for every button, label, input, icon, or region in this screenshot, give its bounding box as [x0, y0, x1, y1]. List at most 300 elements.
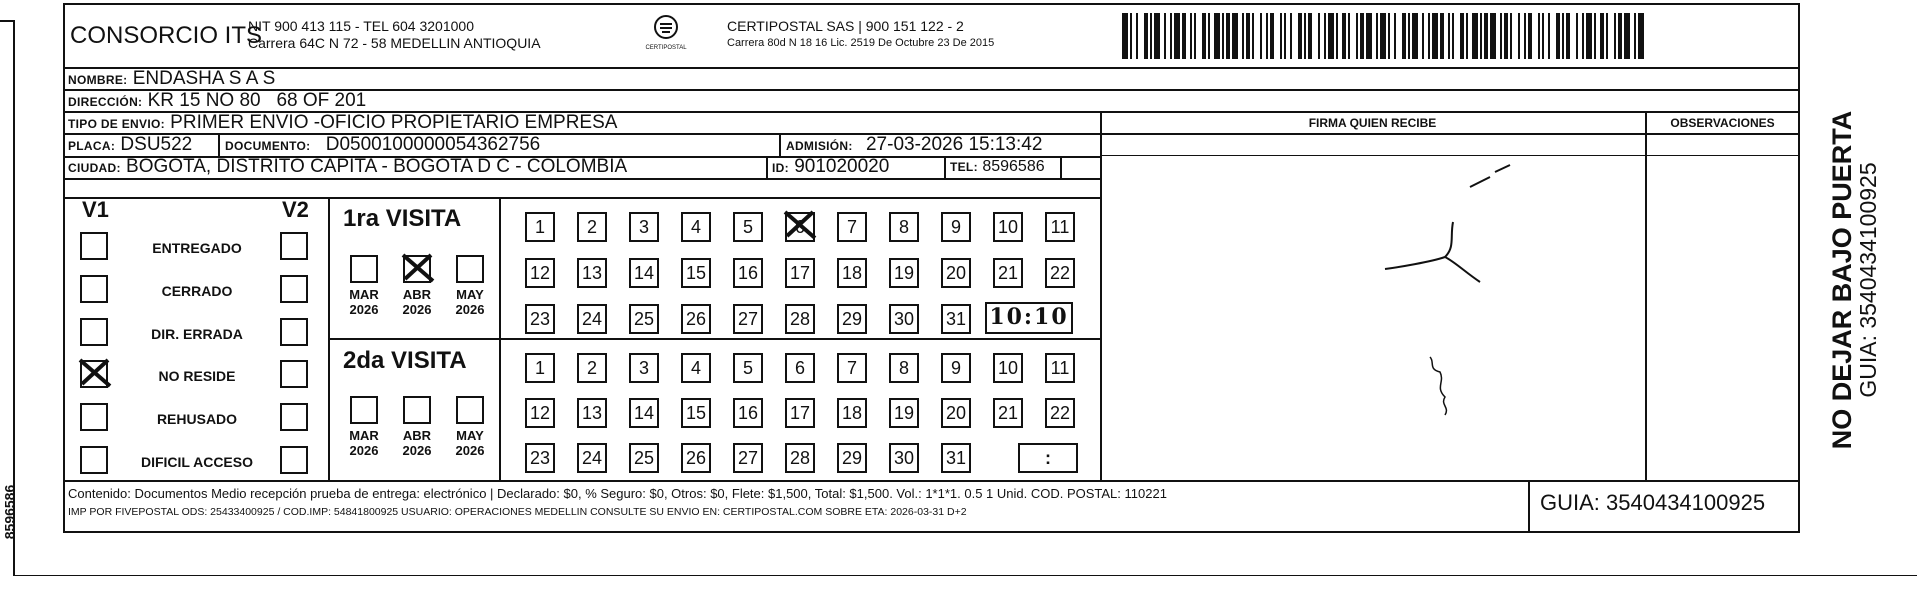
- month-label: [342, 428, 386, 458]
- month-label: [448, 428, 492, 458]
- day-number: 16: [737, 263, 759, 283]
- day-box[interactable]: [525, 304, 555, 334]
- day-box[interactable]: [681, 443, 711, 473]
- barcode-bar: [1566, 13, 1570, 59]
- day-number: 7: [846, 358, 857, 378]
- day-number: 8: [898, 217, 909, 237]
- day-number: 2: [586, 358, 597, 378]
- day-number: 17: [789, 263, 811, 283]
- day-number: 18: [841, 403, 863, 423]
- barcode-bar: [1266, 13, 1268, 59]
- barcode-bar: [1480, 13, 1482, 59]
- day-number: 15: [685, 403, 707, 423]
- barcode-bar: [1440, 13, 1444, 59]
- barcode-bar: [1466, 13, 1468, 59]
- day-box[interactable]: [889, 304, 919, 334]
- footer-contenido: Contenido: Documentos Medio recepción prueba de entrega: electrónico | Declarado: $0, % Seguro: $0, Otros: $0, Flete: $1,500, Total: $1,500. Vol.: 1*1*1. 0.5 1 Unid. COD. POSTAL: 110221: [68, 486, 1167, 501]
- day-box[interactable]: [629, 212, 659, 242]
- month-name: MAR: [349, 428, 379, 443]
- day-box[interactable]: [681, 398, 711, 428]
- status-label: ENTREGADO: [152, 240, 242, 256]
- first-visit-title: 1ra VISITA: [343, 205, 462, 232]
- month-year: 2026: [455, 443, 485, 458]
- day-box[interactable]: [785, 212, 815, 242]
- barcode-bar: [1606, 13, 1608, 59]
- month-label: [342, 287, 386, 317]
- day-number: 1: [534, 358, 545, 378]
- nombre-value: ENDASHA S A S: [132, 68, 276, 89]
- day-box[interactable]: [837, 398, 867, 428]
- day-number: 31: [945, 309, 967, 329]
- barcode-bar: [1576, 13, 1578, 59]
- day-number: 28: [789, 448, 811, 468]
- day-number: 16: [737, 403, 759, 423]
- day-box[interactable]: [889, 258, 919, 288]
- barcode-bar: [1304, 13, 1306, 59]
- day-box[interactable]: [733, 304, 763, 334]
- day-number: 17: [789, 403, 811, 423]
- day-number: 14: [633, 263, 655, 283]
- barcode-bar: [1402, 13, 1406, 59]
- day-box[interactable]: [1045, 212, 1075, 242]
- v1-checkbox[interactable]: [80, 360, 108, 388]
- rule-7: [63, 197, 1100, 199]
- barcode-bar: [1528, 13, 1532, 59]
- status-label: NO RESIDE: [158, 368, 236, 384]
- day-number: 14: [633, 403, 655, 423]
- documento-value: D0500100000054362756: [325, 134, 541, 155]
- day-box[interactable]: [889, 443, 919, 473]
- status-label: DIR. ERRADA: [151, 326, 243, 342]
- ciudad-row: [68, 156, 627, 179]
- month-year: 2026: [402, 302, 432, 317]
- tel-row: [950, 156, 1045, 178]
- day-box[interactable]: [993, 398, 1023, 428]
- day-number: 4: [690, 358, 701, 378]
- barcode-bar: [1422, 13, 1424, 59]
- nombre-label: NOMBRE:: [68, 73, 128, 87]
- barcode-bar: [1484, 13, 1488, 59]
- barcode-bar: [1412, 13, 1418, 59]
- day-number: 30: [893, 309, 915, 329]
- barcode-bar: [1600, 13, 1604, 59]
- day-number: 5: [742, 358, 753, 378]
- day-number: 20: [945, 403, 967, 423]
- day-number: 28: [789, 309, 811, 329]
- day-box[interactable]: [941, 258, 971, 288]
- documento-label: DOCUMENTO:: [225, 139, 311, 153]
- day-number: 25: [633, 309, 655, 329]
- day-box[interactable]: [785, 443, 815, 473]
- v2-checkbox[interactable]: [280, 318, 308, 346]
- day-box[interactable]: [889, 212, 919, 242]
- month-year: 2026: [349, 443, 379, 458]
- nombre-row: [68, 68, 275, 91]
- day-number: 15: [685, 263, 707, 283]
- day-number: 23: [529, 309, 551, 329]
- company-name: CONSORCIO ITS: [70, 22, 263, 49]
- left-number-holder: [0, 480, 30, 550]
- v1-checkbox[interactable]: [80, 318, 108, 346]
- ciudad-value: BOGOTA, DISTRITO CAPITA - BOGOTA D C - COLOMBIA: [126, 156, 628, 177]
- day-number: 2: [586, 217, 597, 237]
- day-box[interactable]: [993, 258, 1023, 288]
- v2-checkbox[interactable]: [280, 403, 308, 431]
- bottom-rule: [13, 575, 1917, 576]
- day-box[interactable]: [525, 398, 555, 428]
- first-time-box[interactable]: [985, 302, 1073, 334]
- barcode-bar: [1638, 13, 1644, 59]
- day-box[interactable]: [837, 353, 867, 383]
- day-number: 21: [997, 263, 1019, 283]
- admision-label: ADMISIÓN:: [786, 139, 853, 153]
- day-box[interactable]: [525, 353, 555, 383]
- id-value: 901020020: [794, 156, 890, 177]
- day-number: 23: [529, 448, 551, 468]
- barcode-bar: [1242, 13, 1244, 59]
- day-box[interactable]: [1045, 258, 1075, 288]
- barcode-bar: [1460, 13, 1464, 59]
- month-checkbox[interactable]: [350, 255, 378, 283]
- signature-scribble: [1100, 157, 1645, 477]
- barcode-bar: [1318, 13, 1320, 59]
- barcode-bar: [1472, 13, 1478, 59]
- day-number: 26: [685, 448, 707, 468]
- barcode-bar: [1130, 13, 1132, 59]
- barcode-bar: [1232, 13, 1238, 59]
- day-box[interactable]: [629, 443, 659, 473]
- day-number: 3: [638, 358, 649, 378]
- barcode-bar: [1538, 13, 1540, 59]
- barcode-bar: [1504, 13, 1508, 59]
- barcode-bar: [1208, 13, 1210, 59]
- month-checkbox[interactable]: [456, 396, 484, 424]
- day-number: 11: [1050, 217, 1070, 237]
- day-number: 10: [997, 358, 1019, 378]
- day-number: 10: [997, 217, 1019, 237]
- day-box[interactable]: [525, 212, 555, 242]
- id-label: ID:: [772, 161, 789, 175]
- day-box[interactable]: [629, 398, 659, 428]
- month-label: [448, 287, 492, 317]
- v2-checkbox[interactable]: [280, 360, 308, 388]
- barcode-bar: [1518, 13, 1520, 59]
- month-name: MAY: [456, 287, 484, 302]
- day-number: 13: [581, 403, 603, 423]
- day-box[interactable]: [577, 443, 607, 473]
- second-time-value: :: [1045, 448, 1051, 468]
- day-box[interactable]: [1045, 353, 1075, 383]
- month-name: MAY: [456, 428, 484, 443]
- documento-row: [225, 134, 540, 157]
- day-box[interactable]: [941, 443, 971, 473]
- month-name: MAR: [349, 287, 379, 302]
- day-number: 9: [950, 358, 961, 378]
- barcode-bar: [1144, 13, 1148, 59]
- barcode-bar: [1380, 13, 1386, 59]
- certipostal-info: [727, 18, 994, 52]
- day-box[interactable]: [577, 304, 607, 334]
- tipo-value: PRIMER ENVIO -OFICIO PROPIETARIO EMPRESA: [170, 112, 618, 133]
- barcode-bar: [1448, 13, 1450, 59]
- footer-imp: IMP POR FIVEPOSTAL ODS: 25433400925 / COD.IMP: 54841800925 USUARIO: OPERACIONES MEDELLIN CONSULTE SU ENVIO EN: CERTIPOSTAL.COM SOBRE ETA: 2026-03-31 D+2: [68, 506, 967, 518]
- placa-row: [68, 134, 192, 157]
- second-time-box[interactable]: [1018, 443, 1078, 473]
- rule-footer: [63, 480, 1800, 482]
- barcode-bar: [1150, 13, 1152, 59]
- day-box[interactable]: [941, 304, 971, 334]
- day-box[interactable]: [681, 212, 711, 242]
- certipostal-name: CERTIPOSTAL SAS | 900 151 122 - 2: [727, 18, 964, 34]
- month-year: 2026: [402, 443, 432, 458]
- barcode-bar: [1548, 13, 1550, 59]
- v1-checkbox[interactable]: [80, 232, 108, 260]
- barcode-bar: [1284, 13, 1286, 59]
- firma-label: FIRMA QUIEN RECIBE: [1308, 116, 1437, 130]
- day-number: 12: [529, 263, 551, 283]
- day-box[interactable]: [525, 443, 555, 473]
- barcode-bar: [1376, 13, 1378, 59]
- barcode-bar: [1122, 13, 1128, 59]
- tel-value: 8596586: [982, 158, 1045, 175]
- day-number: 27: [737, 309, 759, 329]
- barcode-bar: [1214, 13, 1220, 59]
- vline-days: [499, 197, 501, 481]
- barcode-bar: [1136, 13, 1138, 59]
- rule-1: [63, 67, 1800, 69]
- barcode-bar: [1452, 13, 1454, 59]
- day-number: 31: [945, 448, 967, 468]
- certipostal-logo-icon: [653, 14, 679, 40]
- vline-visits: [328, 197, 330, 481]
- barcode-bar: [1342, 13, 1346, 59]
- barcode-bar: [1408, 13, 1410, 59]
- barcode-bar: [1170, 13, 1172, 59]
- day-number: 18: [841, 263, 863, 283]
- month-name: ABR: [402, 287, 432, 302]
- rule-sign-header: [1100, 155, 1800, 156]
- certipostal-logo-text: CERTIPOSTAL: [645, 45, 687, 51]
- status-label: REHUSADO: [156, 411, 238, 427]
- day-number: 7: [846, 217, 857, 237]
- direccion-value: KR 15 NO 80 68 OF 201: [147, 90, 367, 111]
- status-label: CERRADO: [161, 283, 233, 299]
- barcode-bar: [1618, 13, 1622, 59]
- day-number: 9: [950, 217, 961, 237]
- day-box[interactable]: [577, 258, 607, 288]
- month-year: 2026: [349, 302, 379, 317]
- tipo-label: TIPO DE ENVIO:: [68, 117, 165, 131]
- barcode-bar: [1174, 13, 1180, 59]
- placa-value: DSU522: [120, 134, 193, 155]
- vline-admision: [779, 133, 781, 156]
- barcode-bar: [1500, 13, 1502, 59]
- barcode-bar: [1542, 13, 1544, 59]
- day-box[interactable]: [629, 258, 659, 288]
- vline-footer-guia: [1528, 480, 1530, 533]
- barcode-bar: [1154, 13, 1160, 59]
- company-address: Carrera 64C N 72 - 58 MEDELLIN ANTIOQUIA: [248, 35, 541, 51]
- month-year: 2026: [455, 302, 485, 317]
- side-guia: GUIA: 3540434100925: [1855, 162, 1881, 398]
- day-box[interactable]: [993, 212, 1023, 242]
- barcode-bar: [1336, 13, 1338, 59]
- month-name: ABR: [402, 428, 432, 443]
- day-box[interactable]: [681, 258, 711, 288]
- day-box[interactable]: [837, 304, 867, 334]
- barcode-bar: [1562, 13, 1564, 59]
- barcode-bar: [1586, 13, 1592, 59]
- barcode-bar: [1348, 13, 1350, 59]
- day-box[interactable]: [785, 398, 815, 428]
- v1-checkbox[interactable]: [80, 275, 108, 303]
- tipo-row: [68, 112, 617, 135]
- barcode-bar: [1270, 13, 1274, 59]
- rule-visit-split: [328, 338, 1100, 340]
- day-number: 4: [690, 217, 701, 237]
- v2-checkbox[interactable]: [280, 446, 308, 474]
- direccion-row: [68, 90, 366, 113]
- day-box[interactable]: [837, 258, 867, 288]
- v2-checkbox[interactable]: [280, 275, 308, 303]
- left-margin-tick: [0, 20, 14, 22]
- vline-tel: [944, 156, 946, 178]
- company-nit: NIT 900 413 115 - TEL 604 3201000: [248, 18, 474, 34]
- day-box[interactable]: [1045, 398, 1075, 428]
- day-box[interactable]: [577, 353, 607, 383]
- second-visit-title: 2da VISITA: [343, 347, 467, 374]
- day-box[interactable]: [785, 353, 815, 383]
- day-number: 21: [997, 403, 1019, 423]
- day-box[interactable]: [629, 304, 659, 334]
- barcode-bar: [1308, 13, 1312, 59]
- barcode-bar: [1164, 13, 1166, 59]
- barcode-bar: [1594, 13, 1596, 59]
- side-text-holder: [1805, 90, 1905, 470]
- day-number: 29: [841, 309, 863, 329]
- barcode-bar: [1432, 13, 1438, 59]
- barcode-bar: [1510, 13, 1512, 59]
- day-number: 30: [893, 448, 915, 468]
- day-box[interactable]: [837, 212, 867, 242]
- day-box[interactable]: [733, 258, 763, 288]
- company-info: [248, 18, 541, 52]
- observaciones-label: OBSERVACIONES: [1670, 116, 1775, 130]
- barcode-bar: [1222, 13, 1224, 59]
- day-number: 26: [685, 309, 707, 329]
- month-checkbox[interactable]: [456, 255, 484, 283]
- left-number: 8596586: [1, 484, 18, 540]
- day-box[interactable]: [681, 353, 711, 383]
- barcode-bar: [1194, 13, 1196, 59]
- vline-tel-end: [1060, 156, 1062, 178]
- certipostal-address: Carrera 80d N 18 16 Lic. 2519 De Octubre 23 De 2015: [727, 37, 995, 49]
- month-label: [395, 287, 439, 317]
- barcode-bar: [1556, 13, 1560, 59]
- barcode-bar: [1624, 13, 1630, 59]
- barcode-bar: [1182, 13, 1186, 59]
- day-number: 6: [794, 358, 805, 378]
- day-box[interactable]: [941, 398, 971, 428]
- placa-label: PLACA:: [68, 139, 116, 153]
- month-checkbox[interactable]: [350, 396, 378, 424]
- vline-obs: [1645, 111, 1647, 481]
- ciudad-label: CIUDAD:: [68, 161, 121, 175]
- status-label: DIFICIL ACCESO: [140, 454, 253, 470]
- no-dejar-warning: NO DEJAR BAJO PUERTA: [1827, 110, 1857, 450]
- barcode-bar: [1260, 13, 1262, 59]
- barcode-bar: [1490, 13, 1496, 59]
- day-box[interactable]: [733, 353, 763, 383]
- barcode-bar: [1202, 13, 1206, 59]
- day-box[interactable]: [889, 398, 919, 428]
- barcode-bar: [1328, 13, 1334, 59]
- day-box[interactable]: [785, 258, 815, 288]
- day-box[interactable]: [993, 353, 1023, 383]
- barcode-bar: [1226, 13, 1230, 59]
- v1-checkbox[interactable]: [80, 446, 108, 474]
- day-box[interactable]: [733, 398, 763, 428]
- admision-row: [786, 134, 1042, 157]
- day-number: 19: [893, 263, 915, 283]
- barcode-bar: [1290, 13, 1292, 59]
- barcode-bar: [1190, 13, 1192, 59]
- barcode-bar: [1614, 13, 1616, 59]
- day-box[interactable]: [577, 398, 607, 428]
- barcode-bar: [1394, 13, 1396, 59]
- day-number: 11: [1050, 358, 1070, 378]
- day-number: 22: [1049, 263, 1071, 283]
- day-box[interactable]: [941, 353, 971, 383]
- barcode-bar: [1360, 13, 1364, 59]
- day-box[interactable]: [785, 304, 815, 334]
- day-number: 24: [581, 448, 603, 468]
- day-number: 19: [893, 403, 915, 423]
- day-box[interactable]: [577, 212, 607, 242]
- v1-checkbox[interactable]: [80, 403, 108, 431]
- barcode-bar: [1252, 13, 1254, 59]
- barcode-bar: [1356, 13, 1358, 59]
- day-box[interactable]: [733, 212, 763, 242]
- day-box[interactable]: [629, 353, 659, 383]
- day-number: 29: [841, 448, 863, 468]
- barcode-bar: [1388, 13, 1390, 59]
- certipostal-logo: [643, 14, 689, 51]
- month-checkbox[interactable]: [403, 255, 431, 283]
- vline-placa: [218, 133, 220, 156]
- v2-checkbox[interactable]: [280, 232, 308, 260]
- day-number: 5: [742, 217, 753, 237]
- barcode-bar: [1280, 13, 1282, 59]
- month-checkbox[interactable]: [403, 396, 431, 424]
- day-number: 25: [633, 448, 655, 468]
- barcode-bar: [1246, 13, 1250, 59]
- day-box[interactable]: [941, 212, 971, 242]
- day-box[interactable]: [837, 443, 867, 473]
- day-box[interactable]: [525, 258, 555, 288]
- day-box[interactable]: [681, 304, 711, 334]
- barcode-bar: [1428, 13, 1430, 59]
- barcode-bar: [1582, 13, 1584, 59]
- barcode-bar: [1524, 13, 1526, 59]
- day-number: 8: [898, 358, 909, 378]
- id-row: [772, 156, 889, 179]
- vline-id: [766, 156, 768, 178]
- direccion-label: DIRECCIÓN:: [68, 95, 143, 109]
- day-box[interactable]: [733, 443, 763, 473]
- day-number: 3: [638, 217, 649, 237]
- day-box[interactable]: [889, 353, 919, 383]
